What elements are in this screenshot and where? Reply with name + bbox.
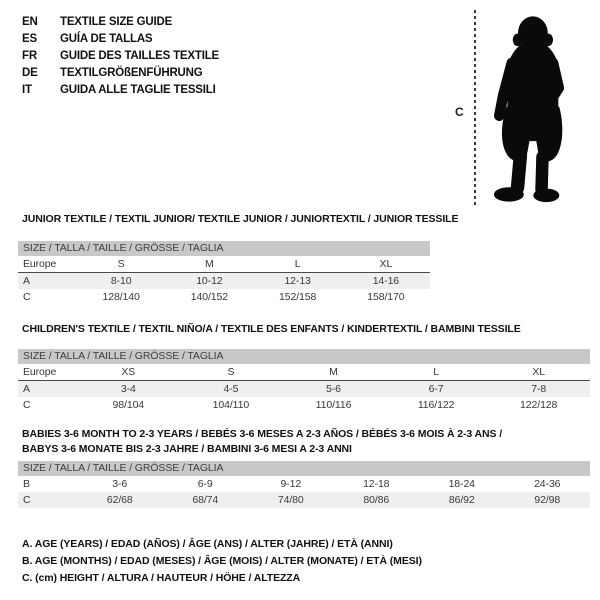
table-cell: 12-13 bbox=[284, 275, 311, 287]
junior-textile-title bbox=[22, 212, 587, 227]
babies-textile-title bbox=[22, 427, 587, 457]
language-row bbox=[22, 13, 219, 30]
table-cell: M bbox=[205, 258, 214, 270]
table-row bbox=[18, 476, 590, 492]
table-cell: 12-18 bbox=[363, 478, 390, 490]
footnote-line: B. AGE (MONTHS) / EDAD (MESES) / ÂGE (MOIS) / ALTER (MONATE) / ETÀ (MESI) bbox=[22, 555, 422, 567]
footnote-line: A. AGE (YEARS) / EDAD (AÑOS) / ÂGE (ANS) / ALTER (JAHRE) / ETÀ (ANNI) bbox=[22, 538, 393, 550]
table-cell: 68/74 bbox=[192, 494, 219, 506]
language-code: FR bbox=[22, 49, 37, 62]
table-cell: L bbox=[433, 366, 439, 378]
table-cell: M bbox=[329, 366, 338, 378]
table-title-line: CHILDREN'S TEXTILE / TEXTIL NIÑO/A / TEXTILE DES ENFANTS / KINDERTEXTIL / BAMBINI TESSILE bbox=[22, 323, 521, 335]
size-header-bar: SIZE / TALLA / TAILLE / GRÖSSE / TAGLIA bbox=[18, 461, 590, 476]
table-cell: 24-36 bbox=[534, 478, 561, 490]
table-title-line: BABYS 3-6 MONATE BIS 2-3 JAHRE / BAMBINI 3-6 MESI A 2-3 ANNI bbox=[22, 443, 352, 455]
language-code: ES bbox=[22, 32, 37, 45]
childrens-textile-title bbox=[22, 322, 587, 337]
height-measure-dashed-line bbox=[474, 10, 476, 208]
row-label: C bbox=[23, 399, 31, 411]
table-cell: 3-6 bbox=[112, 478, 128, 490]
table-row bbox=[18, 381, 590, 397]
table-row bbox=[18, 273, 430, 289]
table-cell: 128/140 bbox=[102, 291, 140, 303]
table-cell: 110/116 bbox=[315, 399, 352, 411]
table-cell: 86/92 bbox=[448, 494, 475, 506]
row-label: Europe bbox=[23, 366, 57, 378]
table-row bbox=[18, 289, 430, 305]
language-code: IT bbox=[22, 83, 32, 96]
table-row bbox=[18, 492, 590, 508]
table-cell: 80/86 bbox=[363, 494, 390, 506]
table-row bbox=[18, 397, 590, 413]
table-cell: 140/152 bbox=[190, 291, 228, 303]
table-row bbox=[18, 364, 590, 381]
language-guide-title: GUÍA DE TALLAS bbox=[60, 32, 153, 45]
language-row bbox=[22, 30, 219, 47]
table-cell: 116/122 bbox=[417, 399, 455, 411]
table-cell: 152/158 bbox=[278, 291, 317, 303]
table-cell: 9-12 bbox=[280, 478, 302, 490]
row-label: A bbox=[23, 383, 30, 395]
junior-size-table bbox=[18, 241, 430, 305]
language-guide-title: GUIDE DES TAILLES TEXTILE bbox=[60, 49, 219, 62]
table-cell: 62/68 bbox=[106, 494, 133, 506]
language-row bbox=[22, 47, 219, 64]
table-cell: 104/110 bbox=[212, 399, 250, 411]
toddler-silhouette-image bbox=[482, 8, 578, 210]
language-row bbox=[22, 81, 219, 98]
table-cell: S bbox=[227, 366, 235, 378]
table-cell: 10-12 bbox=[196, 275, 223, 287]
table-cell: 122/128 bbox=[520, 399, 558, 411]
table-cell: 98/104 bbox=[112, 399, 145, 411]
table-cell: 8-10 bbox=[110, 275, 132, 287]
language-title-list bbox=[22, 13, 219, 98]
size-header-bar: SIZE / TALLA / TAILLE / GRÖSSE / TAGLIA bbox=[18, 241, 430, 256]
language-guide-title: TEXTILE SIZE GUIDE bbox=[60, 15, 173, 28]
table-cell: 6-7 bbox=[428, 383, 444, 395]
language-guide-title: GUIDA ALLE TAGLIE TESSILI bbox=[60, 83, 216, 96]
row-label: Europe bbox=[23, 258, 57, 270]
height-measure-label: C bbox=[455, 105, 464, 119]
row-label: A bbox=[23, 275, 30, 287]
footnote-line: C. (cm) HEIGHT / ALTURA / HAUTEUR / HÖHE / ALTEZZA bbox=[22, 572, 301, 584]
table-title-line: JUNIOR TEXTILE / TEXTIL JUNIOR/ TEXTILE JUNIOR / JUNIORTEXTIL / JUNIOR TESSILE bbox=[22, 213, 459, 225]
table-cell: 92/98 bbox=[534, 494, 561, 506]
table-cell: 6-9 bbox=[197, 478, 213, 490]
table-cell: 7-8 bbox=[531, 383, 547, 395]
table-cell: 5-6 bbox=[326, 383, 341, 395]
table-cell: L bbox=[294, 258, 301, 270]
table-cell: 3-4 bbox=[120, 383, 136, 395]
table-cell: 74/80 bbox=[277, 494, 304, 506]
babies-size-table bbox=[18, 461, 590, 508]
row-label: C bbox=[23, 291, 31, 303]
table-cell: 18-24 bbox=[448, 478, 475, 490]
childrens-size-table bbox=[18, 349, 590, 413]
table-title-line: BABIES 3-6 MONTH TO 2-3 YEARS / BEBÉS 3-6 MESES A 2-3 AÑOS / BÉBÉS 3-6 MOIS À 2-3 ANS / bbox=[22, 428, 503, 440]
language-code: DE bbox=[22, 66, 38, 79]
language-row bbox=[22, 64, 219, 81]
size-header-bar: SIZE / TALLA / TAILLE / GRÖSSE / TAGLIA bbox=[18, 349, 590, 364]
table-cell: 158/170 bbox=[367, 291, 405, 303]
table-cell: 4-5 bbox=[223, 383, 239, 395]
footnote-legend bbox=[22, 536, 422, 587]
table-cell: XL bbox=[379, 258, 393, 270]
table-cell: S bbox=[117, 258, 125, 270]
language-guide-title: TEXTILGRÖßENFÜHRUNG bbox=[60, 66, 203, 79]
table-cell: XS bbox=[121, 366, 136, 378]
table-cell: 14-16 bbox=[372, 275, 400, 287]
language-code: EN bbox=[22, 15, 38, 28]
table-row bbox=[18, 256, 430, 273]
table-cell: XL bbox=[532, 366, 545, 378]
row-label: B bbox=[23, 478, 30, 490]
row-label: C bbox=[23, 494, 31, 506]
